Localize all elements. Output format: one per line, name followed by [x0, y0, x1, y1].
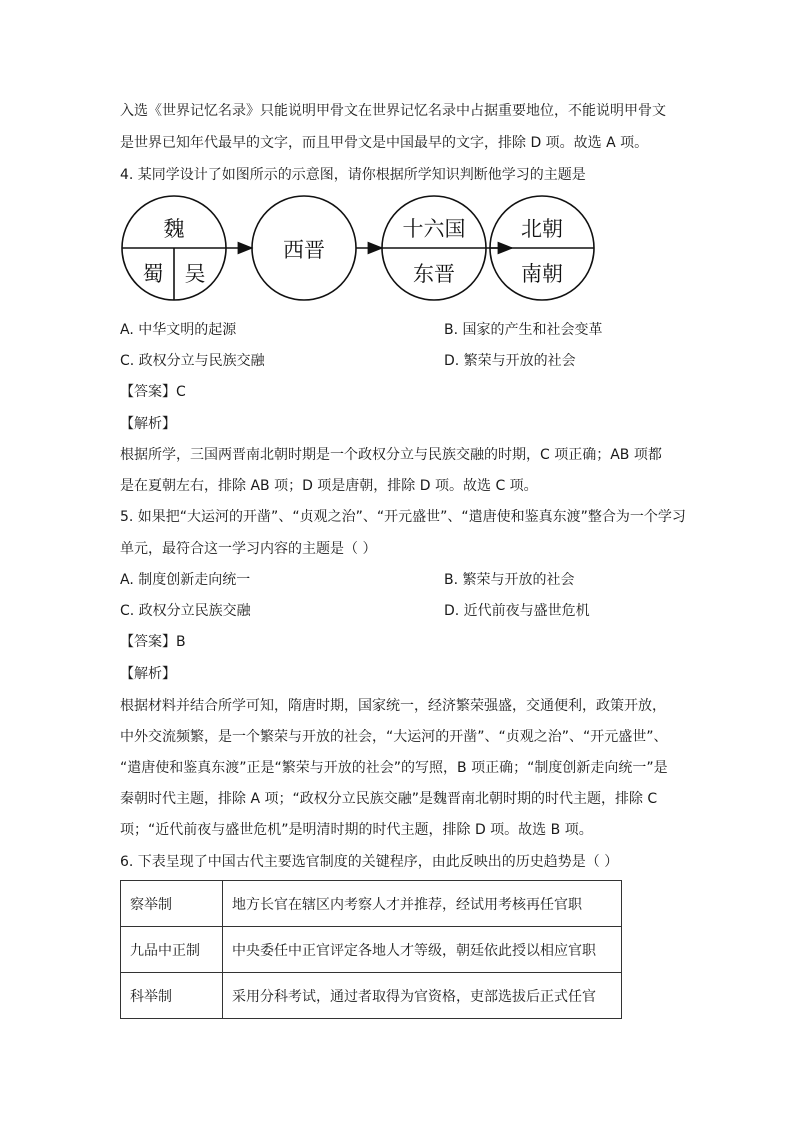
system-name-cell: 九品中正制	[121, 927, 223, 973]
question-5-option-b: B. 繁荣与开放的社会	[444, 572, 575, 588]
question-5-analysis-line-1: 根据材料并结合所学可知，隋唐时期，国家统一，经济繁荣强盛，交通便利，政策开放，	[120, 698, 666, 714]
selection-system-table	[120, 880, 622, 1019]
label-shu: 蜀	[142, 262, 164, 286]
system-description-cell: 地方长官在辖区内考察人才并推荐，经试用考核再任官职	[223, 881, 622, 927]
question-5-answer: 【答案】B	[120, 634, 186, 650]
label-sixteen-kingdoms: 十六国	[402, 217, 466, 241]
system-name-cell: 察举制	[121, 881, 223, 927]
intro-line-2: 是世界已知年代最早的文字，而且甲骨文是中国最早的文字，排除 D 项。故选 A 项。	[120, 135, 649, 151]
label-western-jin: 西晋	[283, 238, 325, 262]
question-4-answer: 【答案】C	[120, 384, 186, 400]
label-southern-dynasties: 南朝	[521, 262, 563, 286]
question-5-analysis-label: 【解析】	[120, 666, 176, 682]
question-4-analysis-line-2: 是在夏朝左右，排除 AB 项；D 项是唐朝，排除 D 项。故选 C 项。	[120, 478, 538, 494]
table-row	[121, 927, 622, 973]
question-4-option-b: B. 国家的产生和社会变革	[444, 322, 603, 338]
circle-northern-southern-dynasties	[490, 196, 594, 300]
circle-sixteen-kingdoms-eastern-jin	[382, 196, 486, 300]
circle-three-kingdoms	[122, 196, 226, 300]
question-4-option-a: A. 中华文明的起源	[120, 322, 237, 338]
question-5-stem-line-2: 单元，最符合这一学习内容的主题是（ ）	[120, 541, 377, 557]
question-5-analysis-line-3: “遣唐使和鉴真东渡”正是“繁荣与开放的社会”的写照，B 项正确；“制度创新走向统一”是	[120, 760, 668, 776]
label-northern-dynasties: 北朝	[521, 217, 563, 241]
question-5-analysis-line-4: 秦朝时代主题，排除 A 项；“政权分立民族交融”是魏晋南北朝时期的时代主题，排除 C	[120, 791, 658, 807]
dynasty-diagram	[118, 195, 598, 305]
question-5-option-c: C. 政权分立民族交融	[120, 603, 251, 619]
table-row	[121, 973, 622, 1019]
question-5-option-a: A. 制度创新走向统一	[120, 572, 251, 588]
label-eastern-jin: 东晋	[413, 262, 455, 286]
question-5-analysis-line-2: 中外交流频繁，是一个繁荣与开放的社会，“大运河的开凿”、“贞观之治”、“开元盛世”、	[120, 729, 668, 745]
question-5-option-d: D. 近代前夜与盛世危机	[444, 603, 590, 619]
question-5-analysis-line-5: 项；“近代前夜与盛世危机”是明清时期的时代主题，排除 D 项。故选 B 项。	[120, 822, 593, 838]
table-row	[121, 881, 622, 927]
question-6-stem: 6. 下表呈现了中国古代主要选官制度的关键程序，由此反映出的历史趋势是（ ）	[120, 854, 619, 870]
question-4-analysis-line-1: 根据所学，三国两晋南北朝时期是一个政权分立与民族交融的时期，C 项正确；AB 项都	[120, 447, 662, 463]
system-description-cell: 采用分科考试，通过者取得为官资格，吏部选拔后正式任官	[223, 973, 622, 1019]
question-5-stem-line-1: 5. 如果把“大运河的开凿”、“贞观之治”、“开元盛世”、“遣唐使和鉴真东渡”整合为一个学习	[120, 509, 686, 525]
question-4-option-c: C. 政权分立与民族交融	[120, 353, 265, 369]
label-wu: 吴	[184, 262, 206, 286]
label-wei: 魏	[163, 217, 185, 241]
intro-line-1: 入选《世界记忆名录》只能说明甲骨文在世界记忆名录中占据重要地位，不能说明甲骨文	[120, 103, 666, 119]
circle-western-jin	[252, 196, 356, 300]
question-4-analysis-label: 【解析】	[120, 416, 176, 432]
question-4-option-d: D. 繁荣与开放的社会	[444, 353, 576, 369]
question-4-stem: 4. 某同学设计了如图所示的示意图，请你根据所学知识判断他学习的主题是	[120, 167, 586, 183]
system-description-cell: 中央委任中正官评定各地人才等级，朝廷依此授以相应官职	[223, 927, 622, 973]
system-name-cell: 科举制	[121, 973, 223, 1019]
